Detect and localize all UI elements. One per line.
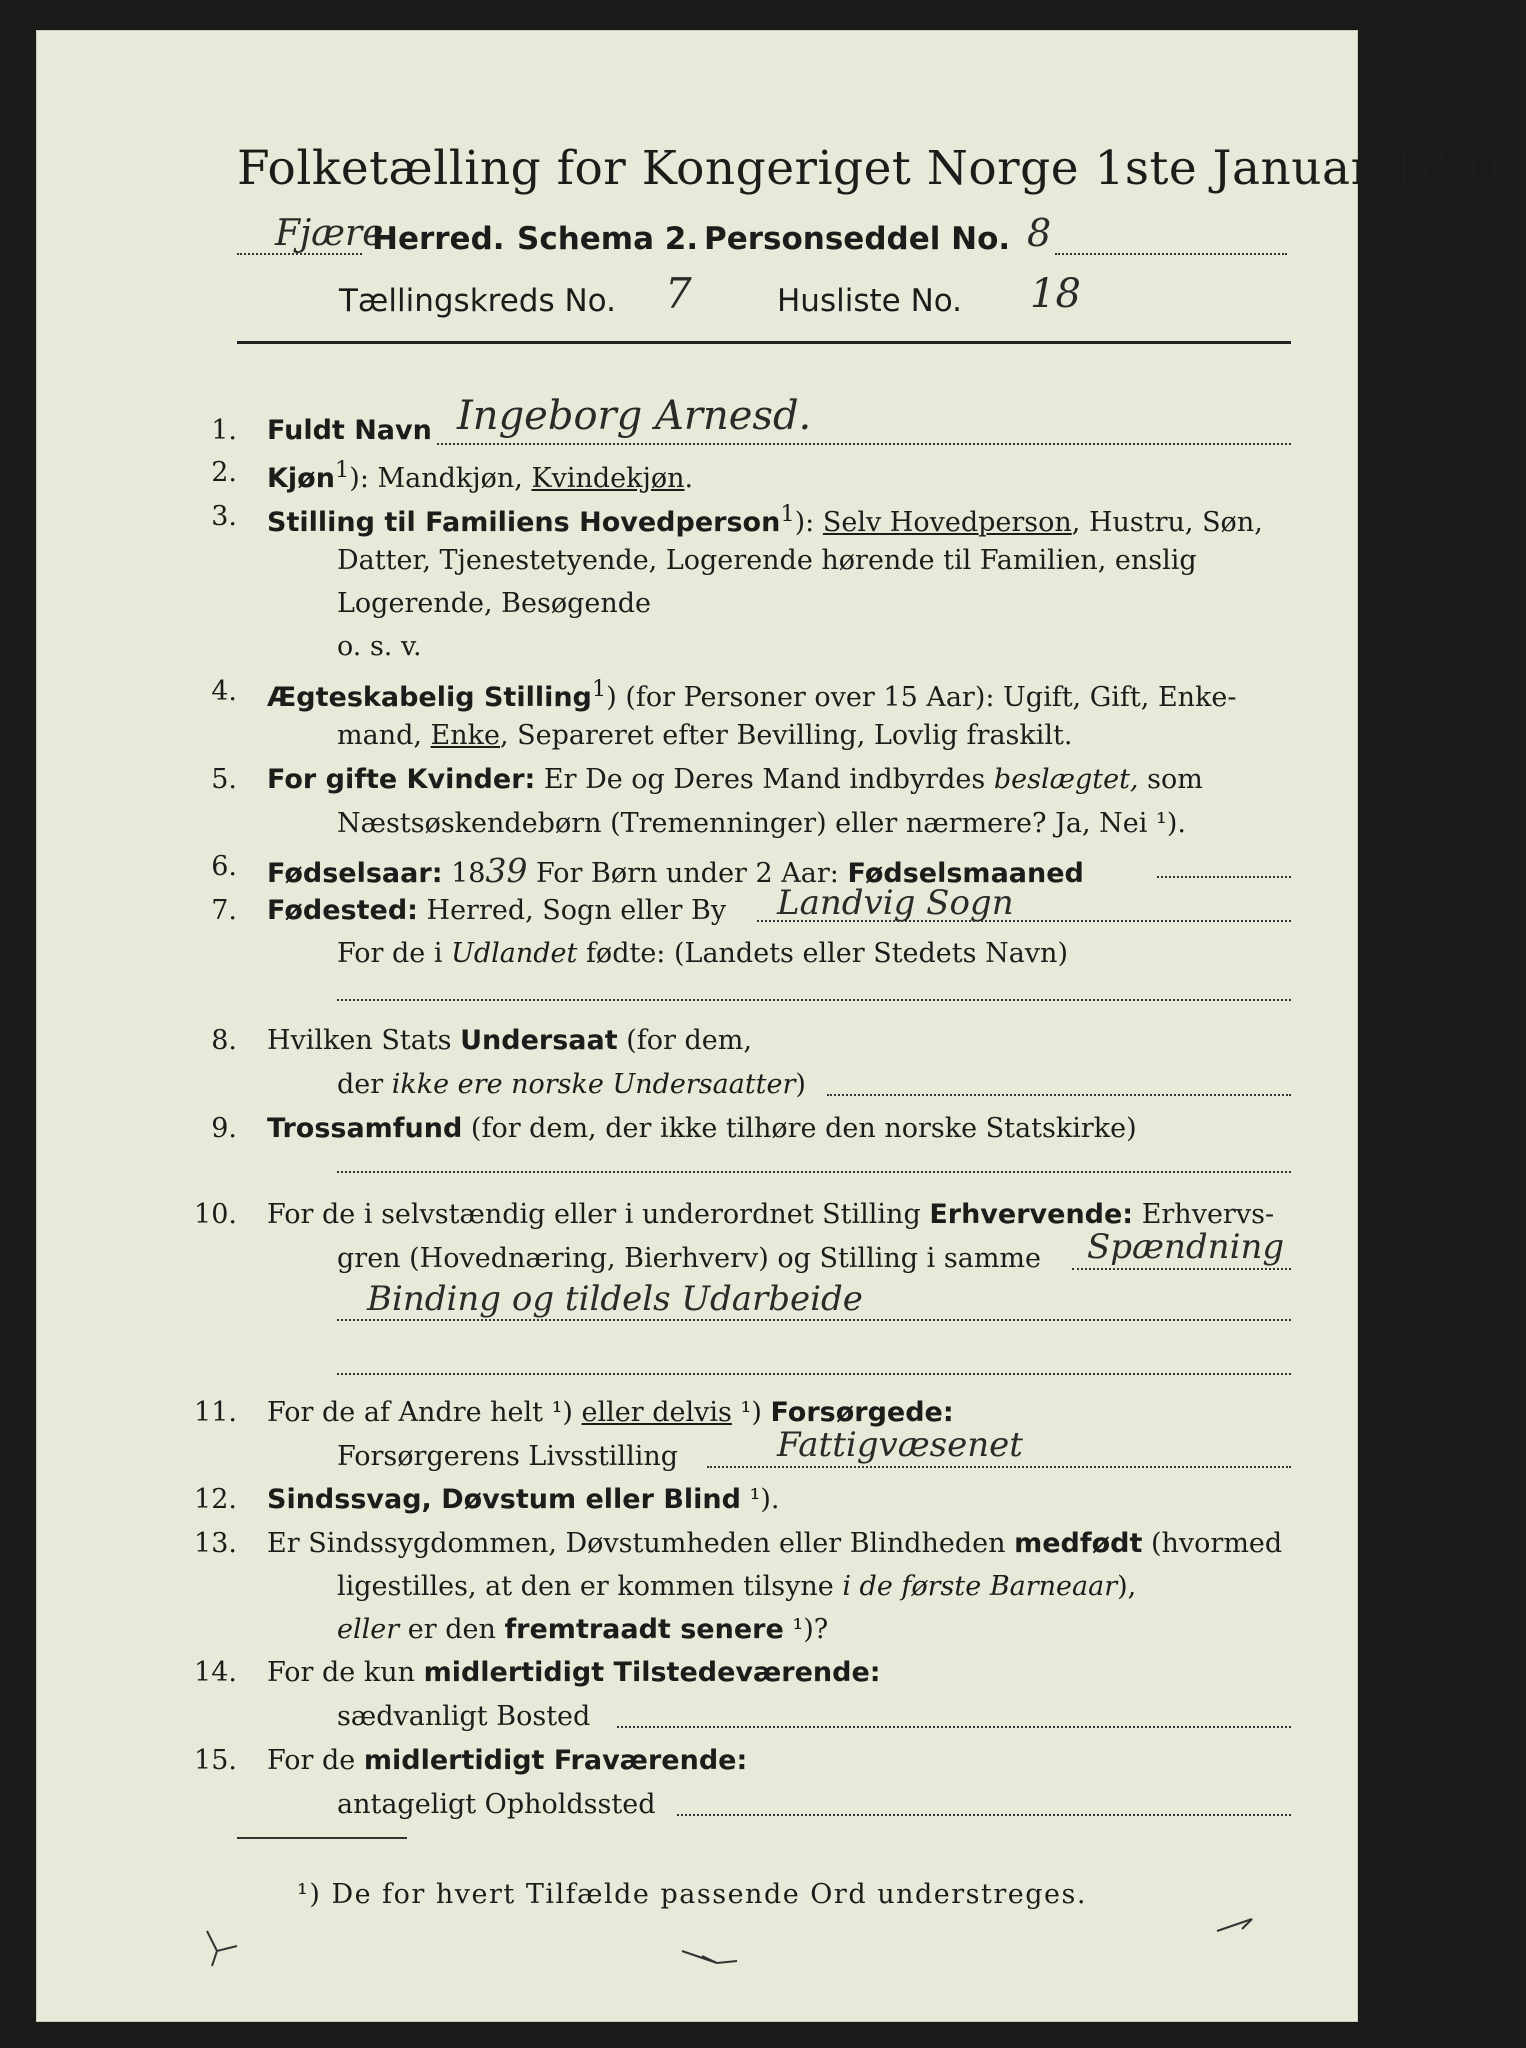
q7-line2b: fødte: (Landets eller Stedets Navn) (577, 938, 1068, 969)
q12-number: 12. (194, 1484, 237, 1515)
q6-year-handwritten: 39 (485, 851, 528, 890)
q2-line (267, 457, 693, 494)
herred-handwritten-value: Fjære (275, 213, 384, 254)
q15-number: 15. (194, 1745, 237, 1776)
q15-bold: midlertidigt Fraværende: (363, 1745, 748, 1776)
q11-line1b: ¹) (731, 1397, 771, 1428)
q13-line1a: Er Sindssygdommen, Døvstumheden eller Blindheden (267, 1528, 1015, 1559)
q14-line2: sædvanligt Bosted (337, 1701, 591, 1732)
q13-line2 (337, 1571, 1136, 1602)
q5-line1 (267, 764, 1203, 795)
census-form-page (36, 30, 1526, 2022)
q7-dotted-line (757, 920, 1291, 922)
q11-bold: Forsørgede: (770, 1397, 954, 1428)
personseddel-label: Personseddel No. (704, 221, 1011, 257)
q10-line1 (267, 1199, 1274, 1230)
q14-line1 (267, 1657, 881, 1688)
q10-bold: Erhvervende: (929, 1199, 1134, 1230)
q11-line1 (267, 1397, 954, 1428)
q4-number: 4. (211, 676, 237, 707)
q11-line2: Forsørgerens Livsstilling (337, 1441, 679, 1472)
q12-line (267, 1484, 780, 1515)
q2-footnote-mark: 1 (334, 457, 350, 483)
q7-rest1: Herred, Sogn eller By (417, 895, 727, 926)
form-title: Folketælling for Kongeriget Norge 1ste Januar 1891. (237, 141, 1526, 196)
q10-line1b: Erhvervs- (1133, 1199, 1275, 1230)
personseddel-handwritten-value: 8 (1027, 211, 1052, 255)
q15-line2: antageligt Opholdssted (337, 1789, 656, 1820)
q6-prefix: 18 (442, 858, 486, 889)
q8-line2b: ) (795, 1069, 806, 1100)
q1-label: Fuldt Navn (267, 415, 432, 446)
q13-line1b: (hvormed (1142, 1528, 1283, 1559)
q4-rest1: ) (for Personer over 15 Aar): Ugift, Gift, Enke- (606, 682, 1237, 713)
q4-line2 (337, 720, 1072, 751)
q2-number: 2. (211, 457, 237, 488)
q14-dotted-line (617, 1726, 1291, 1728)
q5-line2: Næstsøskendebørn (Tremenninger) eller nærmere? Ja, Nei ¹). (337, 808, 1186, 839)
q8-number: 8. (211, 1025, 237, 1056)
q11-underlined: eller delvis (581, 1397, 732, 1428)
q10-line1a: For de i selvstændig eller i underordnet Stilling (267, 1199, 930, 1230)
q7-label: Fødested: (267, 895, 418, 926)
q15-line1 (267, 1745, 747, 1776)
q5-rest1a: Er De og Deres Mand indbyrdes (535, 764, 994, 795)
herred-label: Herred. (372, 221, 505, 257)
q1-name-handwritten: Ingeborg Arnesd. (457, 393, 812, 439)
q10-occupation-handwritten-1: Spændning (1087, 1227, 1285, 1267)
q10-number: 10. (194, 1199, 237, 1230)
q7-line2 (337, 938, 1068, 969)
q3-colon: ): (794, 507, 823, 538)
q7-italic: Udlandet (451, 938, 578, 969)
q1-dotted-line (437, 443, 1291, 445)
q3-number: 3. (211, 501, 237, 532)
q14-bold: midlertidigt Tilstedeværende: (423, 1657, 881, 1688)
q11-line1a: For de af Andre helt ¹) (267, 1397, 582, 1428)
q13-line3c: ¹)? (783, 1614, 829, 1645)
husliste-handwritten-value: 18 (1030, 271, 1081, 317)
q14-line1a: For de kun (267, 1657, 424, 1688)
q5-rest1b: som (1138, 764, 1203, 795)
q3-line1 (267, 501, 1263, 538)
q9-label: Trossamfund (267, 1113, 463, 1144)
q8-line2a: der (337, 1069, 392, 1100)
q4-line2a: mand, (337, 720, 431, 751)
q2-text-b: . (684, 463, 694, 494)
q15-dotted-line (677, 1814, 1291, 1816)
q7-line1 (267, 895, 726, 926)
q13-line2a: ligestilles, at den er kommen tilsyne (337, 1571, 843, 1602)
q10-dotted-line-3 (337, 1373, 1291, 1375)
header-divider (237, 341, 1291, 344)
q8-italic: ikke ere norske Undersaatter (391, 1069, 796, 1100)
q12-bold: Sindssvag, Døvstum eller Blind (267, 1484, 741, 1515)
q9-number: 9. (211, 1113, 237, 1144)
q8-bold: Undersaat (460, 1025, 618, 1056)
q11-dotted-line (707, 1466, 1291, 1468)
q3-underlined-answer: Selv Hovedperson (822, 507, 1072, 538)
q11-number: 11. (194, 1397, 237, 1428)
q6-dotted-line (1157, 876, 1291, 878)
q8-rest1: (for dem, (617, 1025, 752, 1056)
q9-dotted-line (337, 1171, 1291, 1173)
q2-text-a: ): Mandkjøn, (349, 463, 532, 494)
q2-underlined-answer: Kvindekjøn (531, 463, 685, 494)
q7-number: 7. (211, 895, 237, 926)
q4-footnote-mark: 1 (591, 676, 607, 702)
q13-bold3: fremtraadt senere (504, 1614, 784, 1645)
q9-rest1: (for dem, der ikke tilhøre den norske Statskirke) (462, 1113, 1137, 1144)
q11-provider-handwritten: Fattigvæsenet (777, 1425, 1023, 1465)
q8-label: Hvilken Stats (267, 1025, 461, 1056)
q13-bold: medfødt (1014, 1528, 1143, 1559)
q13-number: 13. (194, 1528, 237, 1559)
q4-line1 (267, 676, 1237, 713)
q14-number: 14. (194, 1657, 237, 1688)
personseddel-dotted-line (1055, 253, 1287, 255)
q10-line2: gren (Hovednæring, Bierhverv) og Stilling i samme (337, 1243, 1042, 1274)
q13-line3b: er den (399, 1614, 505, 1645)
q12-rest: ¹). (740, 1484, 780, 1515)
q13-line2b: ), (1117, 1571, 1137, 1602)
q6-label2: Fødselsmaaned (847, 858, 1084, 889)
husliste-label: Husliste No. (777, 283, 963, 319)
q5-italic: beslægtet, (993, 764, 1139, 795)
q5-label: For gifte Kvinder: (267, 764, 536, 795)
q13-line1 (267, 1528, 1282, 1559)
q6-number: 6. (211, 851, 237, 882)
footnote-separator (237, 1837, 407, 1839)
q3-label: Stilling til Familiens Hovedperson (267, 507, 781, 538)
q7-line2a: For de i (337, 938, 452, 969)
q5-number: 5. (211, 764, 237, 795)
schema-label: Schema 2. (517, 221, 699, 257)
q13-line3a: eller (337, 1614, 400, 1645)
q10-occupation-handwritten-2: Binding og tildels Udarbeide (367, 1279, 863, 1319)
q8-line2 (337, 1069, 806, 1100)
q3-line4: o. s. v. (337, 631, 422, 662)
q4-underlined-answer: Enke (430, 720, 500, 751)
kreds-handwritten-value: 7 (665, 269, 692, 318)
q4-label: Ægteskabelig Stilling (267, 682, 592, 713)
q2-label: Kjøn (267, 463, 335, 494)
q3-rest1: , Hustru, Søn, (1071, 507, 1263, 538)
q13-italic2: i de første Barneaar (842, 1571, 1118, 1602)
footnote: ¹) De for hvert Tilfælde passende Ord understreges. (297, 1879, 1087, 1910)
q4-line2b: , Separeret efter Bevilling, Lovlig fraskilt. (500, 720, 1073, 751)
q3-line2: Datter, Tjenestetyende, Logerende hørende til Familien, enslig (337, 545, 1197, 576)
q3-line3: Logerende, Besøgende (337, 588, 651, 619)
q7-foreign-dotted-line (337, 999, 1291, 1001)
q8-dotted-line (827, 1094, 1291, 1096)
q9-line1 (267, 1113, 1137, 1144)
kreds-label: Tællingskreds No. (339, 283, 616, 319)
q10-dotted-line-2 (337, 1319, 1291, 1321)
q6-label: Fødselsaar: (267, 858, 443, 889)
q6-rest: For Børn under 2 Aar: (527, 858, 848, 889)
q15-line1a: For de (267, 1745, 364, 1776)
stray-pen-marks (177, 1911, 1277, 1991)
q8-line1 (267, 1025, 752, 1056)
q13-line3 (337, 1614, 828, 1645)
q3-footnote-mark: 1 (780, 501, 795, 527)
q10-dotted-line-1 (1072, 1268, 1291, 1270)
q7-birthplace-handwritten: Landvig Sogn (777, 883, 1014, 923)
q1-number: 1. (211, 415, 237, 446)
